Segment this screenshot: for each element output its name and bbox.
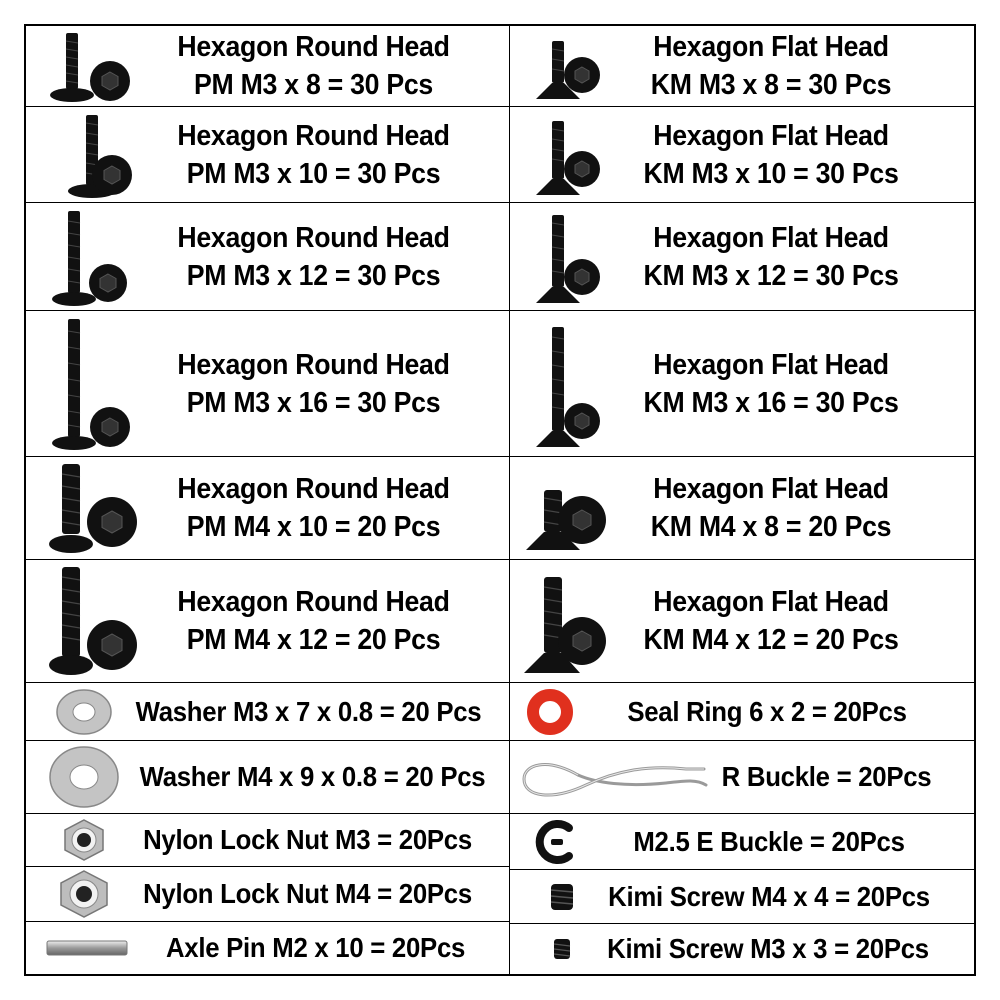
part-row [26,203,509,310]
part-row [26,457,509,559]
part-spec: KM M3 x 16 = 30 Pcs [643,386,899,419]
part-label [129,821,485,859]
flat-head-screw-icon [522,111,608,199]
large-washer-icon [48,744,120,810]
flat-head-screw-icon [522,29,608,103]
seal-ring-icon [520,687,580,737]
part-label [152,470,475,546]
round-head-screw-icon [48,111,138,199]
part-row [510,107,974,202]
part-spec: PM M3 x 12 = 30 Pcs [186,259,441,292]
part-label [621,219,921,295]
part-row [510,814,974,869]
r-buckle-icon [516,744,712,810]
part-name: Seal Ring 6 x 2 = 20Pcs [627,695,907,727]
part-row [510,560,974,682]
flat-head-screw-icon [522,207,608,307]
set-screw-m4-icon [540,877,584,917]
small-lock-nut-icon [54,817,114,863]
part-label [599,878,939,916]
part-spec: KM M3 x 8 = 30 Pcs [650,69,892,101]
part-label [145,929,486,967]
part-name: Hexagon Flat Head [653,473,889,505]
part-row [510,741,974,813]
flat-head-screw-icon [518,460,608,556]
flat-head-screw-icon [518,563,608,679]
part-label [621,117,921,193]
part-name: Kimi Screw M3 x 3 = 20Pcs [607,933,929,964]
part-row [510,457,974,559]
part-row [26,107,509,202]
set-screw-m3-icon [542,931,582,967]
part-label [599,823,939,861]
part-spec: PM M4 x 10 = 20 Pcs [186,511,441,543]
part-label [722,758,945,796]
part-row [26,741,509,813]
part-name: Hexagon Round Head [177,119,450,152]
part-spec: PM M3 x 10 = 30 Pcs [186,157,441,190]
part-label [621,346,921,422]
part-name: Nylon Lock Nut M4 = 20Pcs [143,878,472,909]
part-label [621,28,921,104]
part-name: Hexagon Round Head [177,473,450,505]
part-name: Hexagon Round Head [177,586,450,618]
small-washer-icon [54,687,114,737]
part-label [129,875,485,913]
part-name: Nylon Lock Nut M3 = 20Pcs [143,824,472,855]
part-label [152,219,475,295]
part-row [510,203,974,310]
part-spec: KM M4 x 12 = 20 Pcs [643,624,899,656]
part-spec: KM M3 x 12 = 30 Pcs [643,259,899,292]
round-head-screw-icon [48,29,138,103]
part-row [26,26,509,106]
part-name: Hexagon Round Head [177,31,450,63]
part-spec: PM M3 x 16 = 30 Pcs [186,386,441,419]
round-head-screw-icon [48,207,138,307]
part-spec: PM M3 x 8 = 30 Pcs [194,69,433,101]
part-name: Hexagon Flat Head [653,31,889,63]
part-label [152,28,475,104]
part-row [510,870,974,923]
part-name: Kimi Screw M4 x 4 = 20Pcs [608,880,930,912]
part-name: Washer M4 x 9 x 0.8 = 20 Pcs [139,761,486,792]
part-label [152,117,475,193]
part-name: Hexagon Round Head [177,221,450,254]
round-head-screw-icon [48,460,138,556]
part-spec: PM M4 x 12 = 20 Pcs [186,624,441,656]
flat-head-screw-icon [522,315,608,453]
part-name: Hexagon Flat Head [653,348,889,381]
part-row [26,922,509,974]
part-row [510,26,974,106]
part-row [26,867,509,921]
axle-pin-icon [44,936,130,960]
part-name: Hexagon Flat Head [653,586,889,618]
part-label [135,758,489,796]
part-label [621,470,921,546]
part-label [130,693,488,731]
part-label [595,693,939,731]
part-name: Axle Pin M2 x 10 = 20Pcs [165,932,466,963]
part-spec: KM M3 x 10 = 30 Pcs [643,157,899,190]
part-row [26,814,509,866]
part-row [510,683,974,740]
parts-table [24,24,976,976]
part-name: M2.5 E Buckle = 20Pcs [633,825,905,857]
part-name: Hexagon Flat Head [653,119,889,152]
part-row [510,311,974,456]
part-name: Washer M3 x 7 x 0.8 = 20 Pcs [135,695,482,727]
part-row [510,924,974,974]
round-head-screw-icon [48,563,138,679]
round-head-screw-icon [48,315,138,453]
part-label [621,583,921,659]
part-row [26,311,509,456]
part-label [597,930,939,968]
part-spec: KM M4 x 8 = 20 Pcs [650,511,892,543]
part-row [26,683,509,740]
part-label [152,583,475,659]
part-row [26,560,509,682]
part-label [152,346,475,422]
part-name: R Buckle = 20Pcs [721,761,932,792]
part-name: Hexagon Flat Head [653,221,889,254]
e-buckle-icon [528,817,584,867]
part-name: Hexagon Round Head [177,348,450,381]
large-lock-nut-icon [54,869,114,919]
